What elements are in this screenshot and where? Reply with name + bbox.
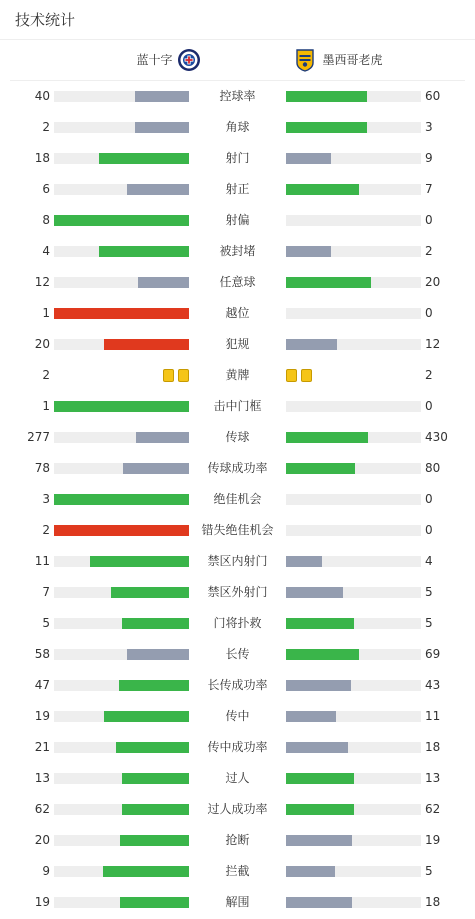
away-bar-fill: [286, 742, 348, 753]
home-bar-fill: [90, 556, 189, 567]
stat-row: [0, 329, 475, 360]
yellow-card-icon: [286, 369, 297, 382]
home-bar-track: [54, 556, 189, 567]
home-value: 47: [34, 678, 50, 692]
home-bar-fill: [54, 401, 189, 412]
stat-label: 射偏: [225, 213, 250, 227]
home-bar-fill: [99, 153, 189, 164]
away-bar-fill: [286, 556, 322, 567]
home-bar-fill: [54, 525, 189, 536]
away-value: 5: [425, 864, 433, 878]
home-value: 19: [34, 895, 50, 909]
home-value: 277: [27, 430, 50, 444]
home-bar-track: [54, 432, 189, 443]
home-bar-track: [54, 680, 189, 691]
stat-row: [0, 81, 475, 112]
home-value: 20: [34, 337, 50, 351]
away-value: 430: [425, 430, 448, 444]
stat-label: 射门: [225, 151, 250, 165]
away-bar-track: [286, 649, 421, 660]
away-bar-fill: [286, 649, 359, 660]
away-bar-track: [286, 339, 421, 350]
away-value: 60: [425, 89, 441, 103]
stat-label: 控球率: [219, 89, 256, 103]
home-value: 11: [34, 554, 50, 568]
stat-label: 射正: [225, 182, 250, 196]
away-value: 0: [425, 492, 433, 506]
home-value: 2: [42, 120, 50, 134]
home-bar-fill: [127, 184, 189, 195]
away-bar-track: [286, 91, 421, 102]
stat-row: [0, 546, 475, 577]
home-bar-track: [54, 215, 189, 226]
away-bar-track: [286, 494, 421, 505]
away-value: 19: [425, 833, 441, 847]
away-bar-track: [286, 587, 421, 598]
home-bar-fill: [99, 246, 189, 257]
stat-label: 击中门框: [213, 399, 262, 413]
away-bar-fill: [286, 246, 331, 257]
home-bar-fill: [120, 897, 189, 908]
away-bar-track: [286, 246, 421, 257]
home-value: 2: [42, 523, 50, 537]
yellow-card-icon: [301, 369, 312, 382]
away-bar-fill: [286, 122, 367, 133]
away-bar-track: [286, 432, 421, 443]
home-value: 1: [42, 306, 50, 320]
away-bar-track: [286, 618, 421, 629]
stat-row: [0, 205, 475, 236]
stat-row: [0, 422, 475, 453]
home-bar-track: [54, 308, 189, 319]
home-value: 20: [34, 833, 50, 847]
home-bar-track: [54, 649, 189, 660]
home-value: 18: [34, 151, 50, 165]
stats-table: [0, 81, 475, 918]
away-bar-track: [286, 773, 421, 784]
away-value: 9: [425, 151, 433, 165]
stat-label: 传球成功率: [207, 461, 268, 475]
home-bar-track: [54, 804, 189, 815]
home-bar-track: [54, 711, 189, 722]
stat-row: [0, 267, 475, 298]
section-title: 技术统计: [0, 0, 475, 40]
stat-row: [0, 112, 475, 143]
home-bar-fill: [127, 649, 189, 660]
away-bar-track: [286, 277, 421, 288]
stat-label: 过人成功率: [207, 802, 268, 816]
stat-label: 错失绝佳机会: [201, 523, 274, 537]
away-bar-track: [286, 401, 421, 412]
away-value: 0: [425, 399, 433, 413]
away-bar-fill: [286, 339, 337, 350]
home-value: 8: [42, 213, 50, 227]
stat-label: 解围: [225, 895, 250, 909]
stat-label: 被封堵: [219, 244, 256, 258]
home-bar-track: [54, 91, 189, 102]
home-bar-track: [54, 773, 189, 784]
stat-row: [0, 701, 475, 732]
stat-label: 传中: [225, 709, 250, 723]
home-value: 4: [42, 244, 50, 258]
yellow-card-icon: [178, 369, 189, 382]
stat-label: 绝佳机会: [213, 492, 262, 506]
away-bar-track: [286, 897, 421, 908]
stat-row: [0, 360, 475, 391]
stat-row: [0, 856, 475, 887]
away-bar-fill: [286, 184, 359, 195]
away-bar-track: [286, 153, 421, 164]
stat-row: [0, 236, 475, 267]
stat-row: [0, 608, 475, 639]
away-value: 62: [425, 802, 441, 816]
stat-label: 任意球: [219, 275, 256, 289]
away-value: 0: [425, 306, 433, 320]
away-bar-track: [286, 215, 421, 226]
stat-row: [0, 453, 475, 484]
home-team-name: 蓝十字: [136, 53, 173, 67]
home-bar-fill: [136, 432, 189, 443]
home-bar-track: [54, 525, 189, 536]
yellow-card-icon: [163, 369, 174, 382]
away-bar-fill: [286, 618, 354, 629]
stat-row: [0, 577, 475, 608]
stat-label: 长传: [225, 647, 250, 661]
away-bar-track: [286, 711, 421, 722]
away-bar-fill: [286, 463, 355, 474]
home-value: 40: [34, 89, 50, 103]
stat-row: [0, 639, 475, 670]
away-yellow-cards: [286, 369, 312, 382]
home-value: 58: [34, 647, 50, 661]
home-bar-fill: [103, 866, 189, 877]
away-value: 11: [425, 709, 441, 723]
home-bar-fill: [122, 804, 190, 815]
stat-label: 门将扑救: [213, 616, 262, 630]
home-bar-track: [54, 153, 189, 164]
home-bar-fill: [54, 494, 189, 505]
stat-row: [0, 484, 475, 515]
home-bar-track: [54, 277, 189, 288]
home-bar-fill: [119, 680, 189, 691]
home-value: 21: [34, 740, 50, 754]
home-value: 2: [42, 368, 50, 382]
away-value: 0: [425, 213, 433, 227]
home-bar-fill: [138, 277, 189, 288]
home-bar-track: [54, 835, 189, 846]
away-value: 4: [425, 554, 433, 568]
away-value: 13: [425, 771, 441, 785]
away-bar-fill: [286, 587, 343, 598]
home-value: 12: [34, 275, 50, 289]
away-bar-track: [286, 308, 421, 319]
home-value: 1: [42, 399, 50, 413]
home-bar-fill: [135, 91, 189, 102]
stat-label: 传球: [225, 430, 250, 444]
home-value: 19: [34, 709, 50, 723]
away-bar-fill: [286, 866, 335, 877]
home-bar-fill: [116, 742, 189, 753]
tigres-logo-icon: [293, 48, 317, 72]
away-bar-track: [286, 835, 421, 846]
away-bar-fill: [286, 680, 351, 691]
stat-label: 角球: [225, 120, 250, 134]
home-bar-fill: [54, 215, 189, 226]
stat-row: [0, 732, 475, 763]
home-bar-track: [54, 587, 189, 598]
home-bar-fill: [54, 308, 189, 319]
home-bar-track: [54, 463, 189, 474]
home-bar-track: [54, 742, 189, 753]
home-value: 6: [42, 182, 50, 196]
stat-row: [0, 763, 475, 794]
away-bar-track: [286, 680, 421, 691]
away-value: 7: [425, 182, 433, 196]
away-value: 5: [425, 585, 433, 599]
home-bar-track: [54, 401, 189, 412]
home-value: 7: [42, 585, 50, 599]
away-bar-track: [286, 184, 421, 195]
home-bar-fill: [111, 587, 189, 598]
away-value: 20: [425, 275, 441, 289]
home-value: 9: [42, 864, 50, 878]
home-value: 3: [42, 492, 50, 506]
stat-row: [0, 298, 475, 329]
stat-row: [0, 887, 475, 918]
home-bar-track: [54, 246, 189, 257]
away-value: 0: [425, 523, 433, 537]
home-bar-fill: [123, 463, 189, 474]
home-value: 13: [34, 771, 50, 785]
away-bar-track: [286, 122, 421, 133]
away-bar-track: [286, 804, 421, 815]
home-bar-track: [54, 184, 189, 195]
home-bar-track: [54, 339, 189, 350]
stat-label: 越位: [225, 306, 250, 320]
stat-row: [0, 794, 475, 825]
home-bar-fill: [122, 773, 190, 784]
stat-row: [0, 825, 475, 856]
home-bar-track: [54, 618, 189, 629]
stat-row: [0, 670, 475, 701]
cruz-azul-logo-icon: [177, 48, 201, 72]
away-value: 18: [425, 895, 441, 909]
home-bar-fill: [122, 618, 190, 629]
away-value: 3: [425, 120, 433, 134]
away-value: 5: [425, 616, 433, 630]
away-bar-fill: [286, 804, 354, 815]
stat-row: [0, 143, 475, 174]
stat-row: [0, 515, 475, 546]
home-team[interactable]: [136, 48, 200, 72]
home-value: 62: [34, 802, 50, 816]
away-team[interactable]: [293, 48, 383, 72]
stat-row: [0, 391, 475, 422]
away-bar-track: [286, 556, 421, 567]
away-bar-fill: [286, 277, 371, 288]
away-value: 2: [425, 368, 433, 382]
away-bar-fill: [286, 897, 352, 908]
home-bar-track: [54, 494, 189, 505]
away-bar-fill: [286, 835, 352, 846]
home-value: 78: [34, 461, 50, 475]
stat-label: 传中成功率: [207, 740, 268, 754]
home-value: 5: [42, 616, 50, 630]
away-bar-track: [286, 463, 421, 474]
away-bar-fill: [286, 153, 331, 164]
away-value: 80: [425, 461, 441, 475]
away-value: 43: [425, 678, 441, 692]
stat-label: 拦截: [225, 864, 250, 878]
away-value: 2: [425, 244, 433, 258]
away-value: 12: [425, 337, 441, 351]
home-bar-track: [54, 897, 189, 908]
home-bar-track: [54, 122, 189, 133]
stat-label: 犯规: [225, 337, 250, 351]
stat-label: 禁区外射门: [207, 585, 268, 599]
away-bar-track: [286, 742, 421, 753]
away-value: 69: [425, 647, 441, 661]
away-bar-fill: [286, 432, 368, 443]
away-bar-fill: [286, 91, 367, 102]
home-bar-fill: [104, 711, 189, 722]
home-bar-track: [54, 866, 189, 877]
stat-label: 过人: [225, 771, 250, 785]
home-yellow-cards: [163, 369, 189, 382]
teams-header: [10, 40, 465, 81]
away-bar-fill: [286, 773, 354, 784]
stat-label: 抢断: [225, 833, 250, 847]
stat-row: [0, 174, 475, 205]
away-value: 18: [425, 740, 441, 754]
stat-label: 长传成功率: [207, 678, 268, 692]
away-bar-track: [286, 866, 421, 877]
stat-label: 禁区内射门: [207, 554, 268, 568]
away-bar-fill: [286, 711, 336, 722]
home-bar-fill: [104, 339, 189, 350]
home-bar-fill: [135, 122, 189, 133]
home-bar-fill: [120, 835, 189, 846]
stat-label: 黄牌: [225, 368, 250, 382]
away-team-name: 墨西哥老虎: [322, 53, 383, 67]
away-bar-track: [286, 525, 421, 536]
